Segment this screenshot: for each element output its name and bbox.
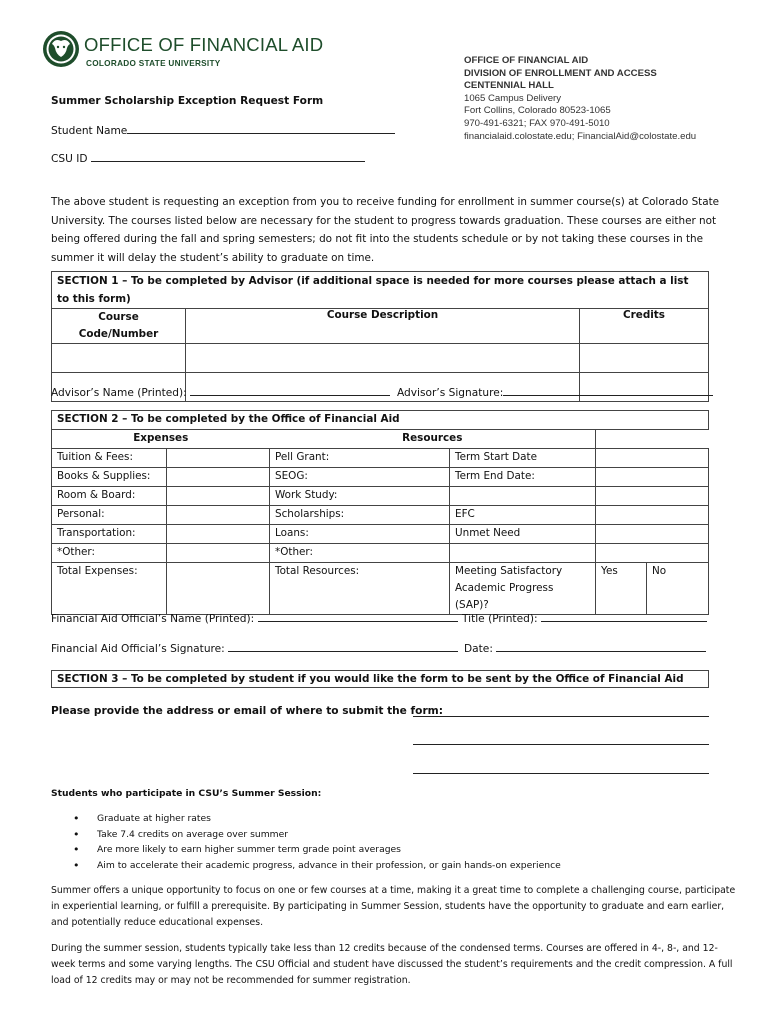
office-address bbox=[464, 55, 696, 143]
official-signature-row bbox=[51, 640, 458, 655]
expense-label: Books & Supplies: bbox=[52, 468, 167, 487]
ram-seal-icon bbox=[42, 30, 80, 68]
course-description-cell[interactable] bbox=[186, 344, 580, 373]
expense-amount[interactable] bbox=[167, 544, 270, 563]
sap-label: Meeting Satisfactory Academic Progress (SAP)? bbox=[450, 563, 596, 615]
col-credits: Credits bbox=[580, 309, 709, 344]
address-line: CENTENNIAL HALL bbox=[464, 80, 554, 92]
submit-address-line[interactable] bbox=[413, 705, 709, 717]
expense-label: Transportation: bbox=[52, 525, 167, 544]
expense-amount[interactable] bbox=[167, 525, 270, 544]
csu-logo bbox=[42, 30, 342, 74]
title-label: Title (Printed): bbox=[462, 613, 538, 625]
address-line: OFFICE OF FINANCIAL AID bbox=[464, 55, 589, 66]
resource-label: Work Study: bbox=[270, 487, 450, 506]
blank-cell bbox=[596, 430, 709, 449]
expenses-header: Expenses bbox=[52, 430, 270, 449]
official-title-row bbox=[462, 610, 707, 625]
address-line: 1065 Campus Delivery bbox=[464, 92, 562, 104]
sap-yes[interactable]: Yes bbox=[596, 563, 647, 615]
advisor-signature-field[interactable] bbox=[503, 384, 713, 396]
student-name-row bbox=[51, 122, 395, 137]
section1-title: SECTION 1 – To be completed by Advisor (if additional space is needed for more courses please attach a list to this form) bbox=[52, 272, 709, 309]
expense-label: Total Expenses: bbox=[52, 563, 167, 615]
summer-paragraph: During the summer session, students typically take less than 12 credits because of the condensed terms. Courses are offered in 4-, 8-, and 12-week terms and some varying lengths. The CSU Official and student have discussed the student’s requirements and the credit compression. A full load of 12 credits may or may not be recommended for summer registration. bbox=[51, 943, 733, 986]
section3-title: SECTION 3 – To be completed by student if you would like the form to be sent by the Office of Financial Aid bbox=[52, 671, 709, 688]
list-item: • Graduate at higher rates bbox=[73, 811, 561, 827]
advisor-name-row bbox=[51, 384, 390, 399]
address-line: 970-491-6321; FAX 970-491-5010 bbox=[464, 117, 610, 129]
logo-title: OFFICE OF FINANCIAL AID bbox=[84, 34, 324, 55]
term-label: Term Start Date bbox=[450, 449, 596, 468]
csu-id-field[interactable] bbox=[91, 150, 365, 162]
term-label: Unmet Need bbox=[450, 525, 596, 544]
advisor-signature-label: Advisor’s Signature: bbox=[397, 387, 504, 399]
submit-address-line[interactable] bbox=[413, 762, 709, 774]
section3-table bbox=[51, 670, 709, 688]
submit-address-line[interactable] bbox=[413, 733, 709, 745]
term-value[interactable] bbox=[596, 449, 709, 468]
section2-title: SECTION 2 – To be completed by the Office of Financial Aid bbox=[52, 411, 709, 430]
list-item: • Are more likely to earn higher summer term grade point averages bbox=[73, 842, 561, 858]
term-value[interactable] bbox=[596, 487, 709, 506]
col-course-code: Course Code/Number bbox=[52, 309, 186, 344]
date-label: Date: bbox=[464, 643, 493, 655]
official-name-row bbox=[51, 610, 458, 625]
advisor-name-label: Advisor’s Name (Printed): bbox=[51, 387, 187, 399]
term-label: Term End Date: bbox=[450, 468, 596, 487]
list-item: • Take 7.4 credits on average over summer bbox=[73, 827, 561, 843]
term-value[interactable] bbox=[596, 506, 709, 525]
official-signature-label: Financial Aid Official’s Signature: bbox=[51, 643, 225, 655]
title-field[interactable] bbox=[541, 610, 707, 622]
expense-amount[interactable] bbox=[167, 487, 270, 506]
resource-label: Pell Grant: bbox=[270, 449, 450, 468]
expense-amount[interactable] bbox=[167, 468, 270, 487]
term-value[interactable] bbox=[596, 525, 709, 544]
csu-id-label: CSU ID bbox=[51, 153, 88, 165]
resource-label: Loans: bbox=[270, 525, 450, 544]
date-field[interactable] bbox=[496, 640, 706, 652]
address-line: financialaid.colostate.edu; FinancialAid@colostate.edu bbox=[464, 130, 697, 142]
expense-label: Tuition & Fees: bbox=[52, 449, 167, 468]
term-label bbox=[450, 487, 596, 506]
form-title: Summer Scholarship Exception Request Form bbox=[51, 95, 324, 107]
sap-no[interactable]: No bbox=[647, 563, 709, 615]
term-label bbox=[450, 544, 596, 563]
term-label: EFC bbox=[450, 506, 596, 525]
official-name-label: Financial Aid Official’s Name (Printed): bbox=[51, 613, 255, 625]
section2-table bbox=[51, 410, 709, 615]
summer-heading: Students who participate in CSU’s Summer Session: bbox=[51, 788, 322, 799]
expense-label: Personal: bbox=[52, 506, 167, 525]
intro-paragraph: The above student is requesting an exception from you to receive funding for enrollment in summer course(s) at Colorado State University. The courses listed below are necessary for the student to progress towards graduation. These courses are either not being offered during the fall and spring semesters; do not fit into the students schedule or by not taking these courses in the summer it will delay the student’s ability to graduate on time. bbox=[51, 196, 720, 264]
date-row bbox=[464, 640, 706, 655]
summer-benefits-list bbox=[73, 811, 561, 873]
student-name-field[interactable] bbox=[127, 122, 395, 134]
submit-prompt: Please provide the address or email of where to submit the form: bbox=[51, 705, 443, 717]
logo-subtitle: COLORADO STATE UNIVERSITY bbox=[86, 59, 221, 68]
official-signature-field[interactable] bbox=[228, 640, 458, 652]
term-value[interactable] bbox=[596, 468, 709, 487]
expense-label: Room & Board: bbox=[52, 487, 167, 506]
address-line: Fort Collins, Colorado 80523-1065 bbox=[464, 105, 611, 117]
term-value[interactable] bbox=[596, 544, 709, 563]
resource-label: SEOG: bbox=[270, 468, 450, 487]
expense-amount[interactable] bbox=[167, 506, 270, 525]
student-name-label: Student Name bbox=[51, 125, 128, 137]
section1-table bbox=[51, 271, 709, 402]
summer-paragraph: Summer offers a unique opportunity to focus on one or few courses at a time, making it a great time to complete a challenging course, participate in experiential learning, or fulfill a prerequisite. By participating in Summer Session, students have the opportunity to graduate and earn earlier, and potentially reduce educational expenses. bbox=[51, 885, 736, 928]
advisor-signature-row bbox=[397, 384, 713, 399]
advisor-name-field[interactable] bbox=[190, 384, 390, 396]
expense-amount[interactable] bbox=[167, 449, 270, 468]
list-item: • Aim to accelerate their academic progress, advance in their profession, or gain hands-on experience bbox=[73, 858, 561, 874]
resource-label: Scholarships: bbox=[270, 506, 450, 525]
address-line: DIVISION OF ENROLLMENT AND ACCESS bbox=[464, 67, 657, 79]
csu-id-row bbox=[51, 150, 365, 165]
resource-label: *Other: bbox=[270, 544, 450, 563]
resource-label: Total Resources: bbox=[270, 563, 450, 615]
expense-label: *Other: bbox=[52, 544, 167, 563]
official-name-field[interactable] bbox=[258, 610, 458, 622]
expense-amount[interactable] bbox=[167, 563, 270, 615]
course-code-cell[interactable] bbox=[52, 344, 186, 373]
credits-cell[interactable] bbox=[580, 344, 709, 373]
resources-header: Resources bbox=[270, 430, 596, 449]
col-course-description: Course Description bbox=[186, 309, 580, 344]
